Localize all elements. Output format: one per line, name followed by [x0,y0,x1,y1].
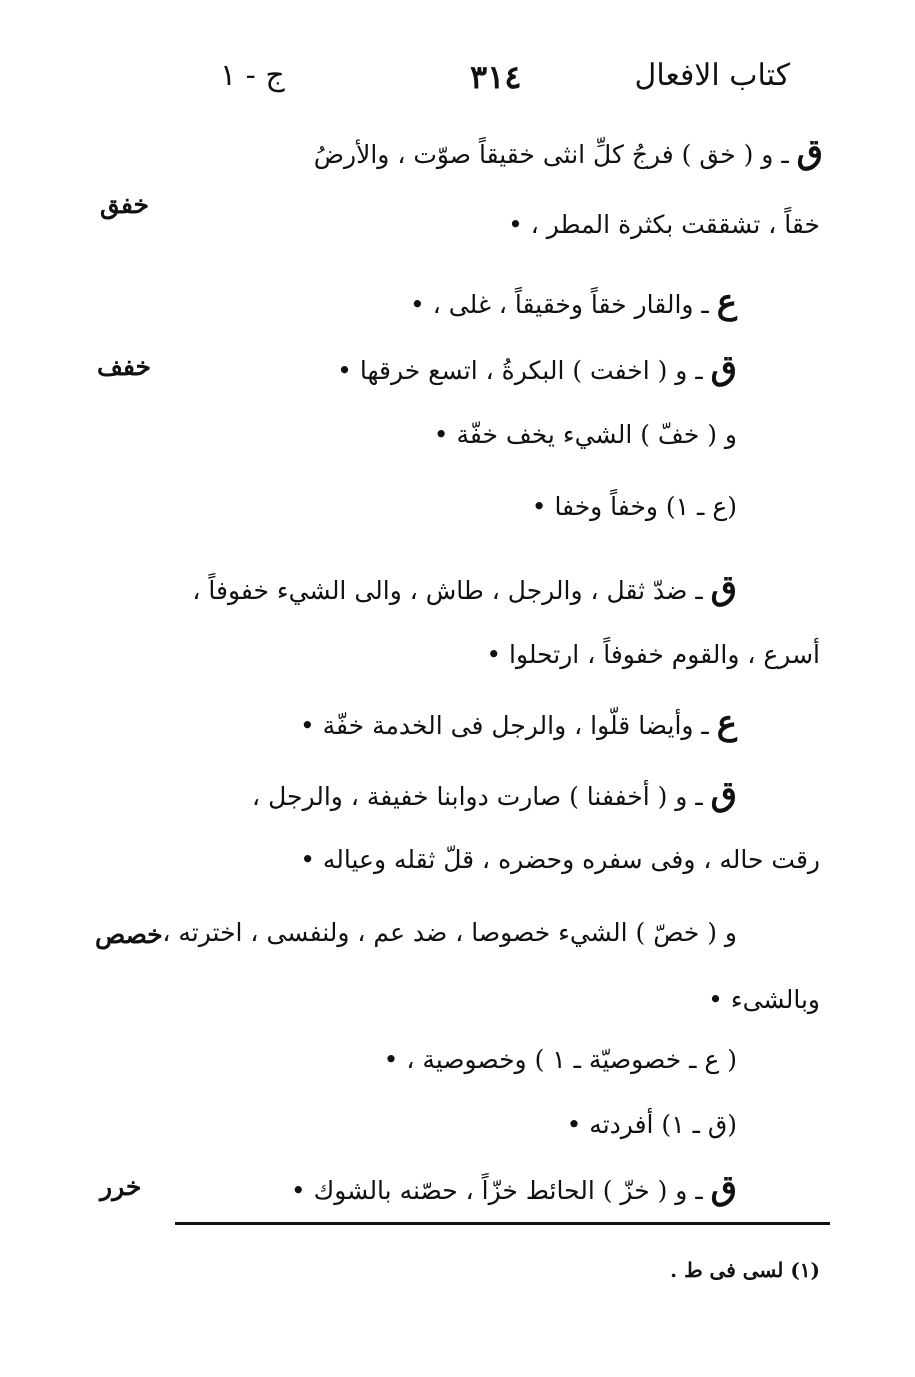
text-line [300,703,737,743]
margin-headword: خرر [100,1172,142,1201]
line-text: ـ و ( خق ) فرجُ كلِّ انثى خقيقاً صوّت ، والأرضُ [313,140,789,169]
line-text: وبالشىء • [708,985,820,1014]
siglum: ق [710,1168,737,1208]
text-line [532,492,737,521]
text-line [291,1168,737,1208]
footnote-divider [175,1222,830,1225]
line-text: و ( خفّ ) الشيء يخف خفّة • [433,420,737,449]
text-line [162,918,737,947]
line-text: رقت حاله ، وفى سفره وحضره ، قلّ ثقله وعياله • [300,845,820,874]
book-title: كتاب الافعال [634,58,790,93]
line-text: ـ و ( اخفت ) البكرةُ ، اتسع خرقها • [337,356,703,385]
line-text: و ( خصّ ) الشيء خصوصا ، ضد عم ، ولنفسى ، اخترته ، [162,918,737,947]
line-text: ـ و ( أخففنا ) صارت دوابنا خفيفة ، والرجل ، [252,782,703,811]
margin-headword: خفق [100,190,149,219]
text-line [300,845,820,874]
text-line [486,640,820,669]
line-text: خقاً ، تشققت بكثرة المطر ، • [508,210,820,239]
page-number: ٣١٤ [470,58,522,96]
line-text: ـ و ( خزّ ) الحائط خزّاً ، حصّنه بالشوك • [290,1176,703,1205]
siglum: ق [710,348,737,388]
line-text: (ق ـ ١) أفردته • [566,1110,737,1139]
line-text: ـ وأيضا قلّوا ، والرجل فى الخدمة خفّة • [299,711,709,740]
text-line [708,985,820,1014]
siglum: ع [716,282,737,322]
text-line [410,282,737,322]
page-header [190,58,790,108]
line-text: ـ والقار خقاً وخقيقاً ، غلى ، • [410,290,709,319]
text-line [192,568,737,608]
siglum: ع [716,703,737,743]
text-line [252,774,737,814]
margin-headword: خفف [97,352,151,381]
line-text: ـ ضدّ ثقل ، والرجل ، طاش ، والى الشيء خفوفاً ، [192,576,703,605]
text-line [314,132,823,172]
part-number: ج - ١ [220,58,285,93]
text-line [434,420,737,449]
line-text: أسرع ، والقوم خفوفاً ، ارتحلوا • [486,640,820,669]
line-text: (ع ـ ١) وخفاً وخفا • [531,492,737,521]
text-line [508,210,820,239]
text-line [384,1045,737,1074]
line-text: ( ع ـ خصوصيّة ـ ١ ) وخصوصية ، • [383,1045,737,1074]
siglum: ق [710,774,737,814]
siglum: ق [710,568,737,608]
margin-headword: خصص [95,920,163,949]
footnote: (١) لسى فى ط . [670,1258,820,1282]
siglum: ق [796,132,823,172]
text-line [567,1110,737,1139]
text-line [337,348,737,388]
